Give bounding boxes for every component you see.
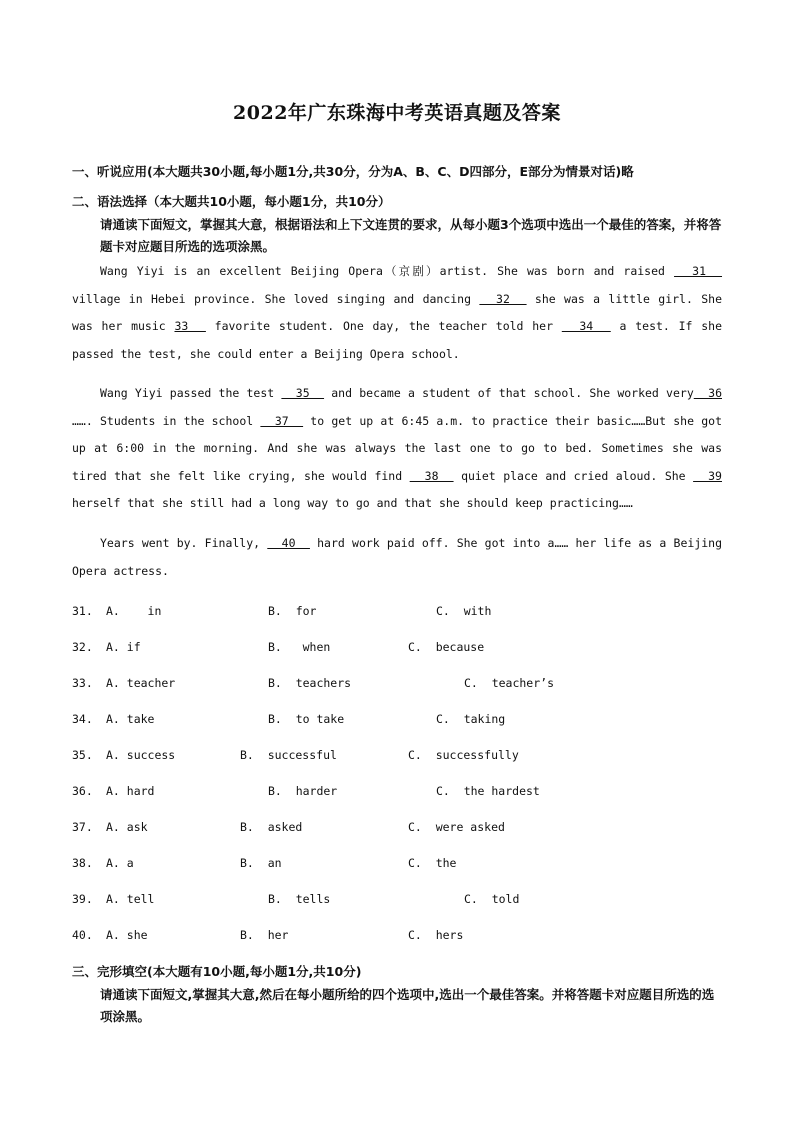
option-c: C. the hardest <box>436 784 540 798</box>
option-c: C. with <box>436 604 492 618</box>
option-a: A. hard <box>106 784 155 798</box>
blank-31: 31 <box>674 264 723 278</box>
section-2-heading: 二、语法选择（本大题共10小题，每小题1分，共10分） <box>72 194 391 209</box>
passage-paragraph-3: Years went by. Finally, 40 hard work paid off. She got into a…… her life as a Beijing Opera actress. <box>72 536 723 578</box>
option-a: A. in <box>106 604 162 618</box>
option-a: A. tell <box>106 892 155 906</box>
option-c: C. the <box>408 856 457 870</box>
option-c: C. hers <box>408 928 464 942</box>
question-number: 36. <box>72 784 93 798</box>
blank-40: 40 <box>267 536 310 550</box>
blank-37: 37 <box>260 413 304 428</box>
option-c: C. taking <box>436 712 506 726</box>
option-b: B. her <box>240 928 289 942</box>
question-number: 40. <box>72 928 93 942</box>
passage-paragraph-2: Wang Yiyi passed the test 35 and became a student of that school. She worked very 36 ……. Students in the school 37 to get up at 6:45 a.m. to practice their basic……But she got up at 6:00 in the morning. And she was always the last one to go to bed. Sometimes she was tired that she felt like crying, she would find 38 quiet place and cried aloud. She 39 herself that she still had a long way to go and that she should keep practicing…… <box>72 386 722 510</box>
option-c: C. because <box>408 640 485 654</box>
blank-38: 38 <box>409 468 454 483</box>
question-number: 38. <box>72 856 93 870</box>
section-1-heading: 一、听说应用(本大题共30小题,每小题1分,共30分，分为A、B、C、D四部分，E部分为情景对话)略 <box>72 164 634 179</box>
option-b: B. teachers <box>268 676 352 690</box>
section-3-instruction: 请通读下面短文,掌握其大意,然后在每小题所给的四个选项中,选出一个最佳答案。并将答题卡对应题目所选的选项涂黑。 <box>100 987 715 1024</box>
option-a: A. she <box>106 928 148 942</box>
option-b: B. tells <box>268 892 331 906</box>
option-a: A. a <box>106 856 134 870</box>
page-title: 2022年广东珠海中考英语真题及答案 <box>233 102 561 124</box>
option-b: B. harder <box>268 784 338 798</box>
blank-35: 35 <box>281 386 325 400</box>
option-b: B. to take <box>268 712 345 726</box>
question-number: 33. <box>72 676 93 690</box>
option-c: C. told <box>464 892 520 906</box>
option-a: A. if <box>106 640 141 654</box>
passage-paragraph-1: Wang Yiyi is an excellent Beijing Opera（京剧）artist. She was born and raised 31 village in Hebei province. She loved singing and dancing 32 she was a little girl. She was her music 33 favorite student. One day, the teacher told her 34 a test. If she passed the test, she could enter a Beijing Opera school. <box>72 264 723 361</box>
option-a: A. take <box>106 712 155 726</box>
question-number: 37. <box>72 820 93 834</box>
option-b: B. when <box>268 640 331 654</box>
blank-33: 33 <box>174 319 206 333</box>
option-c: C. teacher’s <box>464 676 555 690</box>
option-b: B. asked <box>240 820 303 834</box>
question-number: 31. <box>72 604 93 618</box>
question-number: 32. <box>72 640 93 654</box>
blank-36: 36 <box>693 386 722 400</box>
blank-39: 39 <box>693 468 722 483</box>
option-a: A. teacher <box>106 676 176 690</box>
option-c: C. successfully <box>408 748 519 762</box>
section-3-heading: 三、完形填空(本大题有10小题,每小题1分,共10分) <box>72 964 362 979</box>
question-number: 35. <box>72 748 93 762</box>
section-2-instruction: 请通读下面短文，掌握其大意，根据语法和上下文连贯的要求，从每小题3个选项中选出一个最佳的答案，并将答题卡对应题目所选的选项涂黑。 <box>100 217 722 254</box>
question-number: 34. <box>72 712 93 726</box>
question-number: 39. <box>72 892 93 906</box>
option-c: C. were asked <box>408 820 505 834</box>
option-b: B. an <box>240 856 282 870</box>
option-a: A. ask <box>106 820 148 834</box>
option-b: B. for <box>268 604 317 618</box>
blank-32: 32 <box>479 291 527 306</box>
option-a: A. success <box>106 748 176 762</box>
option-b: B. successful <box>240 748 337 762</box>
blank-34: 34 <box>561 319 611 333</box>
